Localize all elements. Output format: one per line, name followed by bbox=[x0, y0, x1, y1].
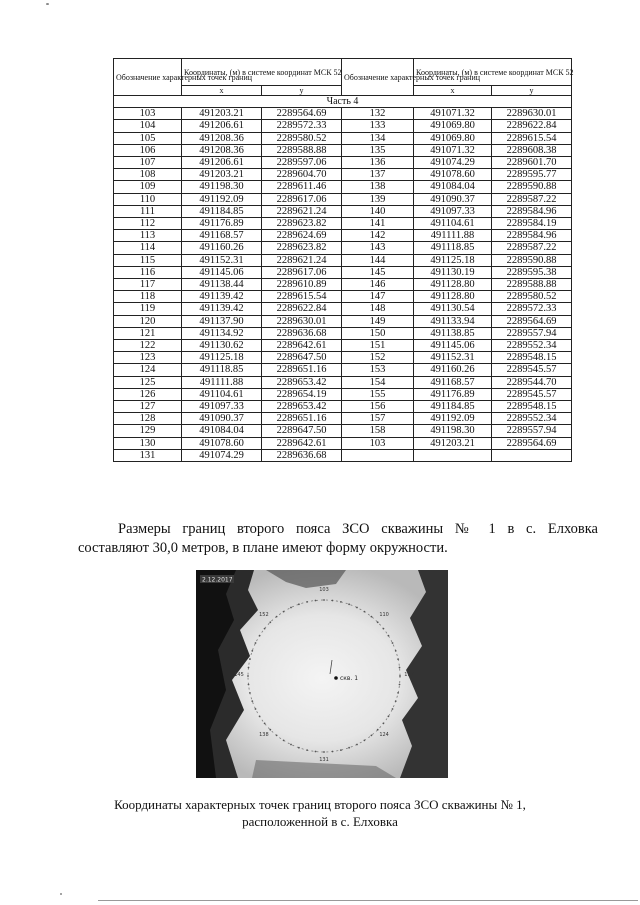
table-cell: 491192.09 bbox=[414, 413, 492, 425]
date-stamp: 2.12.2017 bbox=[202, 576, 233, 584]
boundary-point-marker bbox=[356, 744, 358, 746]
table-cell: 491074.29 bbox=[182, 449, 262, 461]
table-cell: 491152.31 bbox=[414, 352, 492, 364]
boundary-point-marker bbox=[255, 708, 257, 710]
table-cell: 491130.62 bbox=[182, 340, 262, 352]
boundary-point-label: 117 bbox=[404, 672, 414, 678]
table-cell: 114 bbox=[114, 242, 182, 254]
table-cell: 149 bbox=[342, 315, 414, 327]
table-cell: 122 bbox=[114, 340, 182, 352]
boundary-point-marker bbox=[276, 616, 278, 618]
table-row bbox=[114, 218, 572, 230]
table-cell: 2289653.42 bbox=[262, 401, 342, 413]
table-cell: 2289608.38 bbox=[492, 144, 572, 156]
table-cell: 491138.85 bbox=[414, 327, 492, 339]
table-cell: 121 bbox=[114, 327, 182, 339]
boundary-point-marker bbox=[315, 600, 317, 602]
table-cell: 152 bbox=[342, 352, 414, 364]
header-x-left: x bbox=[182, 86, 262, 96]
table-cell: 142 bbox=[342, 230, 414, 242]
table-cell: 491134.92 bbox=[182, 327, 262, 339]
table-cell: 491128.80 bbox=[414, 291, 492, 303]
table-cell: 2289584.96 bbox=[492, 205, 572, 217]
table-cell: 491130.19 bbox=[414, 266, 492, 278]
table-row bbox=[114, 315, 572, 327]
boundary-point-marker bbox=[306, 749, 308, 751]
table-cell: 2289623.82 bbox=[262, 218, 342, 230]
boundary-point-marker bbox=[399, 675, 401, 677]
table-row bbox=[114, 413, 572, 425]
header-coords-right: Координаты, (м) в системе координат МСК 52 bbox=[414, 59, 572, 86]
coordinates-table bbox=[113, 58, 572, 462]
boundary-point-marker bbox=[356, 607, 358, 609]
boundary-point-marker bbox=[259, 716, 261, 718]
table-cell: 2289636.68 bbox=[262, 327, 342, 339]
boundary-point-marker bbox=[290, 744, 292, 746]
table-cell: 491137.90 bbox=[182, 315, 262, 327]
table-cell: 491139.42 bbox=[182, 291, 262, 303]
table-cell: 111 bbox=[114, 205, 182, 217]
table-cell: 491138.44 bbox=[182, 279, 262, 291]
table-cell: 2289651.16 bbox=[262, 364, 342, 376]
table-cell: 491192.09 bbox=[182, 193, 262, 205]
table-cell: 2289587.22 bbox=[492, 193, 572, 205]
boundary-point-marker bbox=[383, 628, 385, 630]
boundary-point-marker bbox=[399, 684, 401, 686]
table-row bbox=[114, 120, 572, 132]
scan-speck bbox=[60, 893, 62, 895]
scan-speck bbox=[46, 3, 49, 5]
table-cell: 148 bbox=[342, 303, 414, 315]
boundary-point-label: 131 bbox=[319, 757, 329, 763]
table-cell: 491168.57 bbox=[414, 376, 492, 388]
table-cell: 491104.61 bbox=[414, 218, 492, 230]
table-row bbox=[114, 388, 572, 400]
table-row bbox=[114, 376, 572, 388]
table-cell: 130 bbox=[114, 437, 182, 449]
table-cell: 491090.37 bbox=[182, 413, 262, 425]
table-cell: 491145.06 bbox=[182, 266, 262, 278]
boundary-point-marker bbox=[395, 700, 397, 702]
table-cell: 491069.80 bbox=[414, 120, 492, 132]
table-row bbox=[114, 193, 572, 205]
table-cell: 2289604.70 bbox=[262, 169, 342, 181]
table-cell: 2289564.69 bbox=[262, 108, 342, 120]
table-cell: 491078.60 bbox=[414, 169, 492, 181]
table-cell: 491071.32 bbox=[414, 144, 492, 156]
table-cell: 113 bbox=[114, 230, 182, 242]
boundary-point-marker bbox=[348, 603, 350, 605]
table-cell: 491203.21 bbox=[414, 437, 492, 449]
table-row bbox=[114, 181, 572, 193]
table-cell: 491208.36 bbox=[182, 132, 262, 144]
table-cell: 491206.61 bbox=[182, 120, 262, 132]
table-cell: 2289557.94 bbox=[492, 327, 572, 339]
caption-line-2: расположенной в с. Елховка bbox=[242, 814, 398, 829]
boundary-map-image bbox=[196, 570, 448, 778]
boundary-point-label: 103 bbox=[319, 587, 329, 593]
table-row bbox=[114, 352, 572, 364]
table-cell: 103 bbox=[114, 108, 182, 120]
table-cell: 132 bbox=[342, 108, 414, 120]
table-cell: 491125.18 bbox=[414, 254, 492, 266]
table-cell: 135 bbox=[342, 144, 414, 156]
part-label: Часть 4 bbox=[114, 96, 572, 108]
header-point-right: Обозначение характерных точек границ bbox=[342, 59, 414, 96]
table-cell: 2289630.01 bbox=[262, 315, 342, 327]
table-row bbox=[114, 108, 572, 120]
boundary-point-marker bbox=[264, 723, 266, 725]
figure-caption bbox=[60, 796, 580, 830]
boundary-point-marker bbox=[364, 611, 366, 613]
table-cell: 2289557.94 bbox=[492, 425, 572, 437]
table-row bbox=[114, 266, 572, 278]
table-cell: 2289624.69 bbox=[262, 230, 342, 242]
table-cell: 129 bbox=[114, 425, 182, 437]
table-cell: 491128.80 bbox=[414, 279, 492, 291]
table-cell: 2289615.54 bbox=[262, 291, 342, 303]
boundary-point-marker bbox=[251, 700, 253, 702]
boundary-point-marker bbox=[298, 603, 300, 605]
table-cell: 491097.33 bbox=[182, 401, 262, 413]
table-cell: 491203.21 bbox=[182, 169, 262, 181]
boundary-point-marker bbox=[249, 692, 251, 694]
boundary-point-marker bbox=[315, 751, 317, 753]
table-cell: 491118.85 bbox=[182, 364, 262, 376]
table-cell: 491078.60 bbox=[182, 437, 262, 449]
boundary-point-marker bbox=[276, 735, 278, 737]
table-cell: 2289622.84 bbox=[492, 120, 572, 132]
header-y-right: y bbox=[492, 86, 572, 96]
boundary-point-marker bbox=[371, 735, 373, 737]
table-cell: 157 bbox=[342, 413, 414, 425]
table-cell: 491139.42 bbox=[182, 303, 262, 315]
table-cell: 120 bbox=[114, 315, 182, 327]
table-cell: 112 bbox=[114, 218, 182, 230]
well-marker-icon bbox=[334, 676, 338, 680]
table-row bbox=[114, 242, 572, 254]
table-cell: 2289621.24 bbox=[262, 205, 342, 217]
table-cell: 491084.04 bbox=[414, 181, 492, 193]
description-paragraph bbox=[78, 520, 598, 558]
table-cell: 491125.18 bbox=[182, 352, 262, 364]
table-cell: 147 bbox=[342, 291, 414, 303]
boundary-point-marker bbox=[332, 600, 334, 602]
boundary-point-marker bbox=[399, 667, 401, 669]
table-cell: 125 bbox=[114, 376, 182, 388]
table-cell: 119 bbox=[114, 303, 182, 315]
table-cell: 146 bbox=[342, 279, 414, 291]
table-cell: 118 bbox=[114, 291, 182, 303]
boundary-map-svg bbox=[196, 570, 448, 778]
table-row bbox=[114, 254, 572, 266]
table-cell: 2289545.57 bbox=[492, 388, 572, 400]
table-cell: 2289642.61 bbox=[262, 340, 342, 352]
boundary-point-marker bbox=[251, 650, 253, 652]
boundary-point-marker bbox=[269, 621, 271, 623]
boundary-point-marker bbox=[249, 658, 251, 660]
table-cell: 2289595.77 bbox=[492, 169, 572, 181]
header-coords-left: Координаты, (м) в системе координат МСК 52 bbox=[182, 59, 342, 86]
boundary-point-marker bbox=[298, 747, 300, 749]
table-cell: 103 bbox=[342, 437, 414, 449]
table-cell: 126 bbox=[114, 388, 182, 400]
table-cell: 491069.80 bbox=[414, 132, 492, 144]
table-cell: 2289572.33 bbox=[262, 120, 342, 132]
boundary-point-marker bbox=[290, 607, 292, 609]
table-cell: 491118.85 bbox=[414, 242, 492, 254]
table-cell: 2289587.22 bbox=[492, 242, 572, 254]
table-cell: 115 bbox=[114, 254, 182, 266]
table-cell: 110 bbox=[114, 193, 182, 205]
table-row bbox=[114, 340, 572, 352]
boundary-point-marker bbox=[332, 751, 334, 753]
table-cell: 491090.37 bbox=[414, 193, 492, 205]
paragraph-line-1: Размеры границ второго пояса ЗСО скважины № 1 в с. Елховка bbox=[118, 521, 598, 537]
table-cell: 154 bbox=[342, 376, 414, 388]
table-cell: 2289552.34 bbox=[492, 340, 572, 352]
table-cell: 2289572.33 bbox=[492, 303, 572, 315]
table-cell: 491152.31 bbox=[182, 254, 262, 266]
boundary-point-marker bbox=[364, 740, 366, 742]
table-cell: 2289584.19 bbox=[492, 218, 572, 230]
table-cell: 2289584.96 bbox=[492, 230, 572, 242]
table-row bbox=[114, 169, 572, 181]
table-cell: 2289617.06 bbox=[262, 266, 342, 278]
table-cell: 491168.57 bbox=[182, 230, 262, 242]
table-cell: 153 bbox=[342, 364, 414, 376]
table-row bbox=[114, 230, 572, 242]
table-cell: 137 bbox=[342, 169, 414, 181]
boundary-point-marker bbox=[383, 723, 385, 725]
table-cell: 2289595.38 bbox=[492, 266, 572, 278]
table-cell: 156 bbox=[342, 401, 414, 413]
table-cell: 491176.89 bbox=[182, 218, 262, 230]
boundary-point-label: 124 bbox=[379, 732, 389, 739]
table-cell: 123 bbox=[114, 352, 182, 364]
table-row bbox=[114, 449, 572, 461]
table-cell: 491074.29 bbox=[414, 157, 492, 169]
table-cell: 2289651.16 bbox=[262, 413, 342, 425]
table-cell: 108 bbox=[114, 169, 182, 181]
boundary-point-marker bbox=[377, 621, 379, 623]
table-row bbox=[114, 205, 572, 217]
boundary-point-marker bbox=[269, 729, 271, 731]
table-cell: 491206.61 bbox=[182, 157, 262, 169]
table-cell: 107 bbox=[114, 157, 182, 169]
table-cell: 2289548.15 bbox=[492, 352, 572, 364]
table-cell: 2289564.69 bbox=[492, 315, 572, 327]
table-row bbox=[114, 279, 572, 291]
table-cell: 2289548.15 bbox=[492, 401, 572, 413]
table-cell: 104 bbox=[114, 120, 182, 132]
boundary-point-marker bbox=[283, 611, 285, 613]
boundary-point-marker bbox=[392, 642, 394, 644]
table-cell: 124 bbox=[114, 364, 182, 376]
table-cell: 2289552.34 bbox=[492, 413, 572, 425]
table-cell: 491208.36 bbox=[182, 144, 262, 156]
table-cell: 491097.33 bbox=[414, 205, 492, 217]
table-cell: 139 bbox=[342, 193, 414, 205]
table-cell: 491203.21 bbox=[182, 108, 262, 120]
table-cell: 106 bbox=[114, 144, 182, 156]
table-cell: 491198.30 bbox=[182, 181, 262, 193]
table-cell: 2289636.68 bbox=[262, 449, 342, 461]
table-cell: 491111.88 bbox=[414, 230, 492, 242]
table-cell: 140 bbox=[342, 205, 414, 217]
table-row bbox=[114, 157, 572, 169]
table-cell: 2289623.82 bbox=[262, 242, 342, 254]
table-cell: 2289617.06 bbox=[262, 193, 342, 205]
table-cell: 151 bbox=[342, 340, 414, 352]
table-cell bbox=[342, 449, 414, 461]
page-bottom-edge bbox=[98, 900, 638, 901]
table-cell: 143 bbox=[342, 242, 414, 254]
boundary-point-marker bbox=[395, 650, 397, 652]
boundary-point-marker bbox=[255, 642, 257, 644]
boundary-point-marker bbox=[392, 708, 394, 710]
table-cell: 116 bbox=[114, 266, 182, 278]
boundary-point-marker bbox=[248, 667, 250, 669]
table-cell: 105 bbox=[114, 132, 182, 144]
table-cell: 2289621.24 bbox=[262, 254, 342, 266]
boundary-point-marker bbox=[397, 658, 399, 660]
table-cell: 491111.88 bbox=[182, 376, 262, 388]
boundary-point-label: 138 bbox=[259, 732, 269, 739]
table-row bbox=[114, 327, 572, 339]
table-header-row bbox=[114, 59, 572, 86]
table-cell: 2289642.61 bbox=[262, 437, 342, 449]
table-cell: 2289590.88 bbox=[492, 181, 572, 193]
table-cell: 155 bbox=[342, 388, 414, 400]
table-cell: 144 bbox=[342, 254, 414, 266]
table-row bbox=[114, 144, 572, 156]
table-cell: 138 bbox=[342, 181, 414, 193]
boundary-point-label: 110 bbox=[379, 611, 389, 618]
boundary-point-marker bbox=[371, 616, 373, 618]
table-cell: 117 bbox=[114, 279, 182, 291]
table-cell: 133 bbox=[342, 120, 414, 132]
boundary-point-marker bbox=[306, 601, 308, 603]
table-cell: 2289580.52 bbox=[262, 132, 342, 144]
table-cell: 136 bbox=[342, 157, 414, 169]
header-y-left: y bbox=[262, 86, 342, 96]
boundary-point-label: 152 bbox=[259, 611, 269, 618]
header-point-left: Обозначение характерных точек границ bbox=[114, 59, 182, 96]
table-row bbox=[114, 401, 572, 413]
table-cell: 491184.85 bbox=[182, 205, 262, 217]
boundary-point-marker bbox=[388, 716, 390, 718]
caption-line-1: Координаты характерных точек границ второго пояса ЗСО скважины № 1, bbox=[114, 797, 526, 812]
table-row bbox=[114, 364, 572, 376]
table-cell: 2289610.89 bbox=[262, 279, 342, 291]
boundary-point-marker bbox=[377, 729, 379, 731]
table-cell: 2289580.52 bbox=[492, 291, 572, 303]
boundary-point-marker bbox=[283, 740, 285, 742]
boundary-point-marker bbox=[388, 635, 390, 637]
table-cell: 491176.89 bbox=[414, 388, 492, 400]
table-cell: 491145.06 bbox=[414, 340, 492, 352]
boundary-point-marker bbox=[264, 628, 266, 630]
table-cell: 2289630.01 bbox=[492, 108, 572, 120]
table-cell bbox=[414, 449, 492, 461]
table-cell: 2289622.84 bbox=[262, 303, 342, 315]
table-cell: 2289597.06 bbox=[262, 157, 342, 169]
table-cell: 141 bbox=[342, 218, 414, 230]
table-cell: 145 bbox=[342, 266, 414, 278]
table-cell: 2289544.70 bbox=[492, 376, 572, 388]
table-cell: 2289588.88 bbox=[492, 279, 572, 291]
table-cell: 127 bbox=[114, 401, 182, 413]
table-cell: 158 bbox=[342, 425, 414, 437]
table-cell: 2289647.50 bbox=[262, 425, 342, 437]
well-label: скв. 1 bbox=[340, 675, 359, 682]
boundary-point-marker bbox=[397, 692, 399, 694]
table-cell: 128 bbox=[114, 413, 182, 425]
table-cell: 2289545.57 bbox=[492, 364, 572, 376]
table-cell: 2289601.70 bbox=[492, 157, 572, 169]
header-x-right: x bbox=[414, 86, 492, 96]
table-cell: 2289615.54 bbox=[492, 132, 572, 144]
table-cell: 491198.30 bbox=[414, 425, 492, 437]
table-cell: 2289590.88 bbox=[492, 254, 572, 266]
boundary-point-marker bbox=[340, 749, 342, 751]
table-cell: 131 bbox=[114, 449, 182, 461]
table-part-row bbox=[114, 96, 572, 108]
table-cell: 2289588.88 bbox=[262, 144, 342, 156]
table-cell: 491160.26 bbox=[414, 364, 492, 376]
table-cell: 109 bbox=[114, 181, 182, 193]
boundary-point-marker bbox=[248, 684, 250, 686]
table-cell: 491184.85 bbox=[414, 401, 492, 413]
table-row bbox=[114, 303, 572, 315]
table-cell: 2289653.42 bbox=[262, 376, 342, 388]
table-cell: 2289647.50 bbox=[262, 352, 342, 364]
table-cell: 491133.94 bbox=[414, 315, 492, 327]
table-cell: 2289654.19 bbox=[262, 388, 342, 400]
boundary-point-marker bbox=[247, 675, 249, 677]
boundary-point-marker bbox=[340, 601, 342, 603]
table-cell: 2289611.46 bbox=[262, 181, 342, 193]
boundary-point-marker bbox=[323, 599, 325, 601]
boundary-point-marker bbox=[259, 635, 261, 637]
table-cell: 134 bbox=[342, 132, 414, 144]
table-cell: 491071.32 bbox=[414, 108, 492, 120]
table-row bbox=[114, 132, 572, 144]
table-cell: 491104.61 bbox=[182, 388, 262, 400]
table-cell: 491084.04 bbox=[182, 425, 262, 437]
paragraph-line-2: составляют 30,0 метров, в плане имеют форму окружности. bbox=[78, 540, 448, 556]
table-row bbox=[114, 291, 572, 303]
boundary-point-marker bbox=[323, 751, 325, 753]
table-cell: 150 bbox=[342, 327, 414, 339]
table-cell: 2289564.69 bbox=[492, 437, 572, 449]
table-cell: 491130.54 bbox=[414, 303, 492, 315]
table-row bbox=[114, 437, 572, 449]
boundary-point-marker bbox=[348, 747, 350, 749]
table-row bbox=[114, 425, 572, 437]
table-cell: 491160.26 bbox=[182, 242, 262, 254]
boundary-point-label: 145 bbox=[234, 672, 244, 678]
table-cell bbox=[492, 449, 572, 461]
